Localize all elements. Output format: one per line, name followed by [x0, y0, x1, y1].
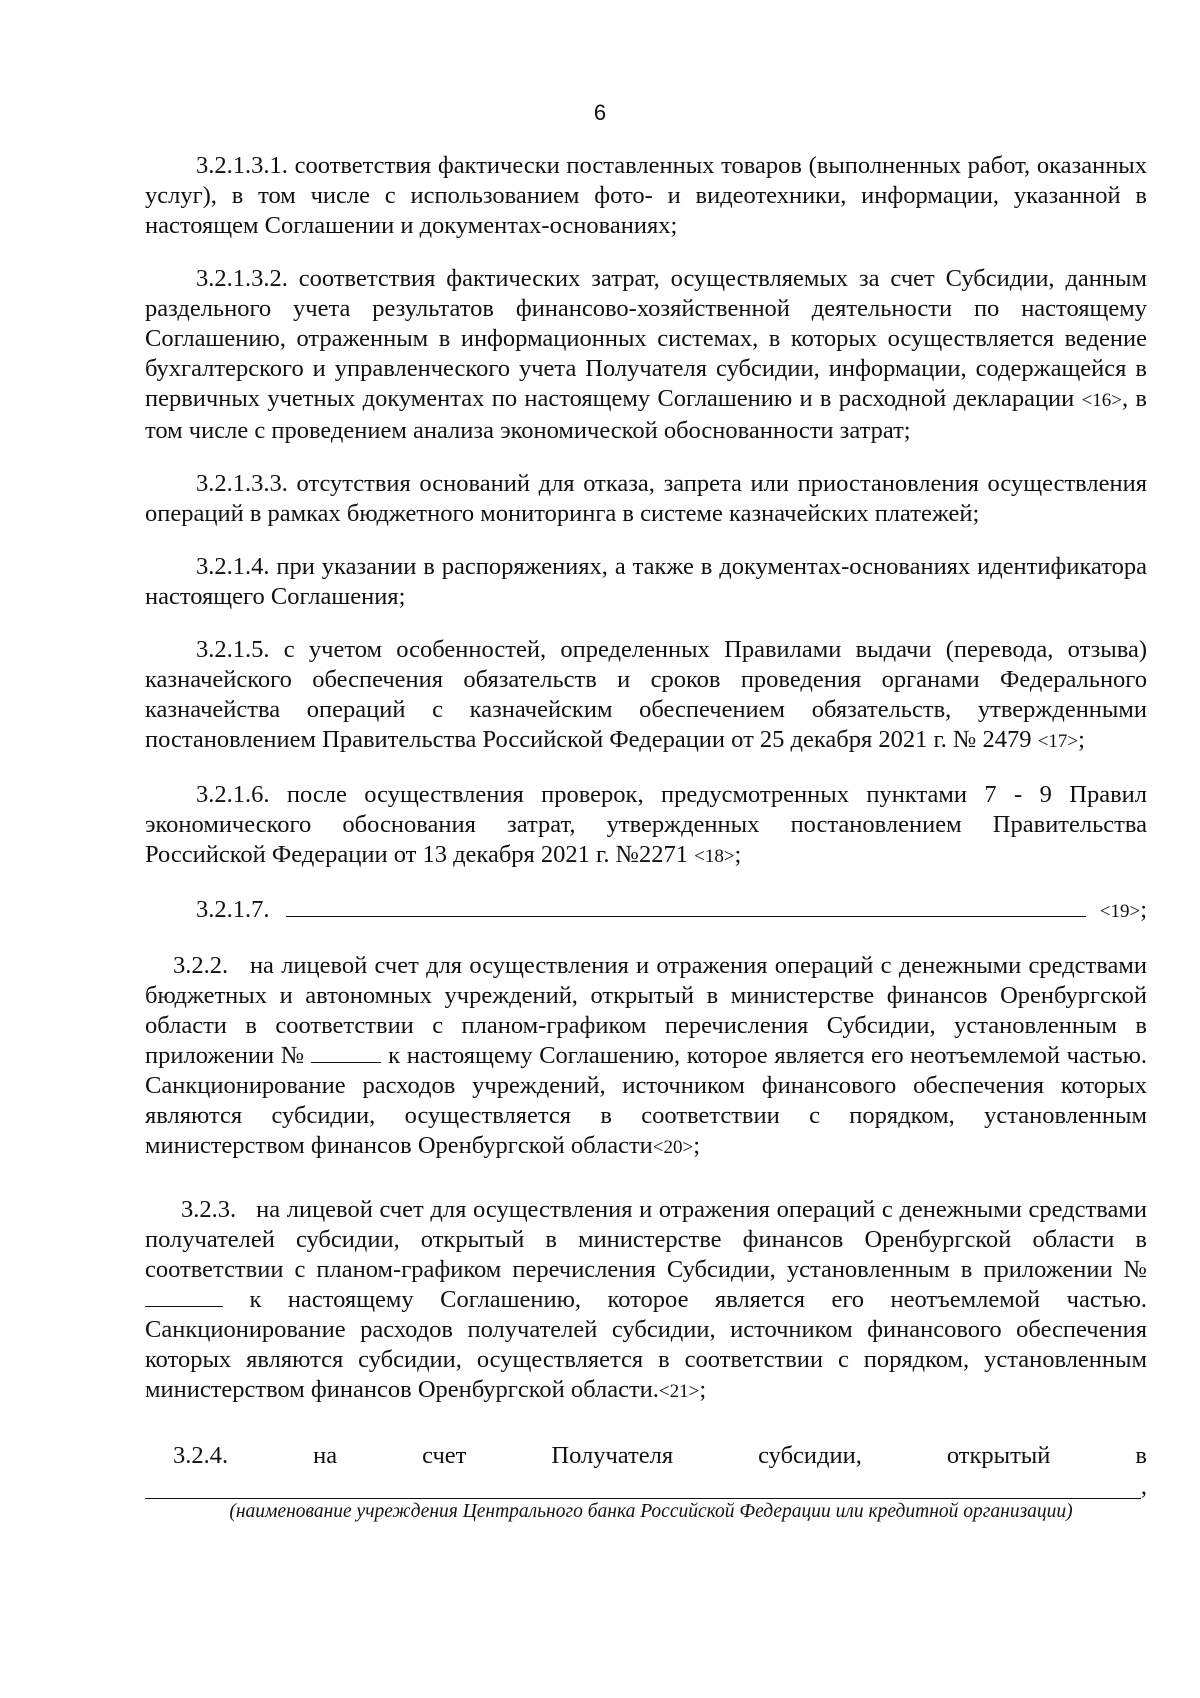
clause-text: , в том числе с проведением анализа экономической обоснованности затрат; [145, 385, 1147, 444]
clause-text: ; [1078, 726, 1085, 753]
clause-text: к настоящему Соглашению, которое является его неотъемлемой частью. Санкционирование расходов учреждений, источником финансового обеспечения которых являются субсидии, осуществляется в соответствии с порядком, установленным министерством финансов Оренбургской области [145, 1042, 1147, 1159]
footnote-ref: <19> [1099, 901, 1141, 922]
clause-number: 3.2.1.3.1. [196, 152, 288, 179]
clause-number: 3.2.4. [173, 1442, 229, 1469]
page-number: 6 [593, 100, 607, 125]
footnote-ref: <21> [658, 1381, 700, 1402]
clause-text: с учетом особенностей, определенных Правилами выдачи (перевода, отзыва) казначейского обеспечения обязательств и сроков проведения органами Федерального казначейства операций с казначейским обеспечением обязательств, утвержденными постановлением Правительства Российской Федерации от 25 декабря 2021 г. № 2479 [145, 636, 1147, 753]
clause-text: ; [734, 841, 742, 868]
appendix-number-blank [311, 1061, 381, 1063]
footnote-ref: <18> [694, 846, 735, 867]
clause-3-2-4-line [145, 1441, 1147, 1471]
footnote-ref: <17> [1037, 731, 1079, 752]
appendix-number-blank [145, 1305, 223, 1307]
clause-word: Получателя [551, 1442, 674, 1469]
clause-text: на лицевой счет для осуществления и отражения операций с денежными средствами получателей субсидии, открытый в министерстве финансов Оренбургской области в соответствии с планом-графиком перечисления Субсидии, установленным в приложении № [145, 1196, 1147, 1283]
clause-word: на [313, 1442, 338, 1469]
clause-3-2-3 [145, 1195, 1147, 1407]
clause-3-2-1-4 [145, 552, 1147, 612]
clause-number: 3.2.1.7. [196, 896, 270, 923]
clause-3-2-1-3-1 [145, 151, 1147, 241]
footnote-ref: <20> [652, 1137, 694, 1158]
clause-text: при указании в распоряжениях, а также в документах-основаниях идентификатора настоящего Соглашения; [145, 553, 1147, 610]
clause-3-2-1-6 [145, 780, 1147, 872]
clause-number: 3.2.3. [181, 1196, 237, 1223]
clause-text: соответствия фактических затрат, осуществляемых за счет Субсидии, данным раздельного учета результатов финансово-хозяйственной деятельности по настоящему Соглашению, отраженным в информационных системах, в которых осуществляется ведение бухгалтерского и управленческого учета Получателя субсидии, информации, содержащейся в первичных учетных документах по настоящему Соглашению и в расходной декларации [145, 265, 1147, 412]
footnote-ref: <16> [1081, 390, 1123, 411]
clause-3-2-2 [145, 951, 1147, 1163]
clause-3-2-4 [145, 1441, 1147, 1523]
clause-number: 3.2.1.3.2. [196, 265, 288, 292]
document-body [145, 151, 1147, 1523]
clause-text: ; [693, 1132, 701, 1159]
clause-text: соответствия фактически поставленных товаров (выполненных работ, оказанных услуг), в том числе с использованием фото- и видеотехники, информации, указанной в настоящем Соглашении и документах-основаниях; [145, 152, 1148, 239]
clause-text: ; [699, 1376, 707, 1403]
clause-word: субсидии, [758, 1442, 862, 1469]
clause-word: открытый [946, 1442, 1051, 1469]
clause-number: 3.2.1.4. [196, 553, 270, 580]
clause-3-2-1-3-2 [145, 264, 1147, 446]
blank-line [145, 1476, 1141, 1499]
bank-name-blank-row [145, 1475, 1147, 1499]
clause-3-2-1-3-3 [145, 469, 1147, 529]
clause-number: 3.2.1.3.3. [196, 470, 288, 497]
clause-text: ; [1140, 896, 1147, 923]
clause-number: 3.2.2. [173, 952, 229, 979]
clause-word: счет [422, 1442, 467, 1469]
clause-word: в [1135, 1442, 1147, 1469]
clause-text: после осуществления проверок, предусмотренных пунктами 7 - 9 Правил экономического обоснования затрат, утвержденных постановлением Правительства Российской Федерации от 13 декабря 2021 г. №2271 [145, 781, 1147, 868]
clause-text: на лицевой счет для осуществления и отражения операций с денежными средствами бюджетных и автономных учреждений, открытый в министерстве финансов Оренбургской области в соответствии с планом-графиком перечисления Субсидии, установленным в приложении № [145, 952, 1147, 1069]
clause-text: к настоящему Соглашению, которое является его неотъемлемой частью. Санкционирование расходов получателей субсидии, источником финансового обеспечения которых являются субсидии, осуществляется в соответствии с порядком, установленным министерством финансов Оренбургской области. [145, 1286, 1147, 1403]
blank-line [286, 898, 1086, 917]
clause-3-2-1-5 [145, 635, 1147, 757]
clause-3-2-1-7 [145, 895, 1147, 927]
field-caption: (наименование учреждения Центрального банка Российской Федерации или кредитной организации) [229, 1501, 1073, 1522]
clause-text: отсутствия оснований для отказа, запрета или приостановления осуществления операций в рамках бюджетного мониторинга в системе казначейских платежей; [145, 470, 1147, 527]
clause-number: 3.2.1.5. [196, 636, 270, 663]
trailing-comma: , [1140, 1473, 1147, 1500]
clause-number: 3.2.1.6. [196, 781, 270, 808]
